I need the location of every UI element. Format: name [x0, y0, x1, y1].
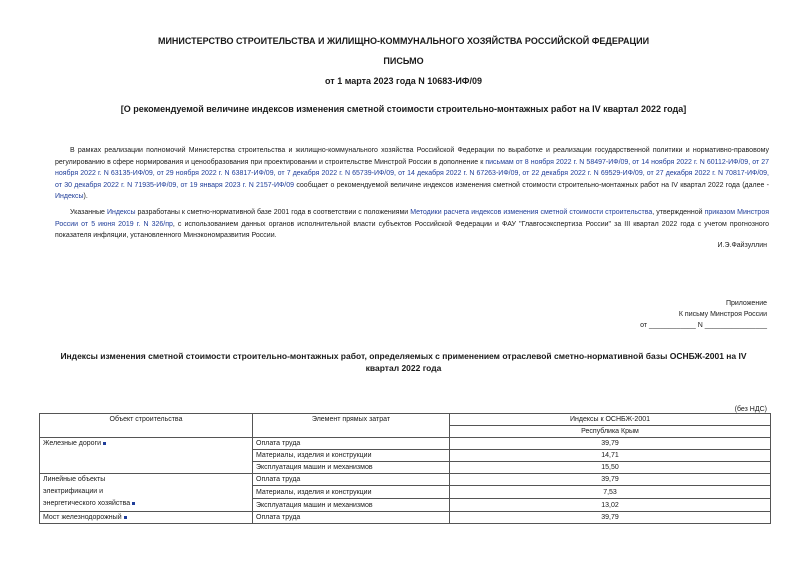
doc-subject: [О рекомендуемой величине индексов изменения сметной стоимости строительно-монтажных работ на IV квартал 2022 года] [120, 104, 687, 114]
doc-type-heading: ПИСЬМО [383, 56, 424, 66]
value-cell: 13,02 [450, 499, 771, 512]
paragraph-basis-text-a: Указанные [70, 209, 107, 216]
object-name: Железные дороги [43, 440, 102, 447]
paragraph-intro-text-c: ). [83, 193, 88, 200]
element-cell: Эксплуатация машин и механизмов [253, 499, 450, 512]
indexes-link-2[interactable]: Индексы [106, 209, 136, 216]
object-name-line: Линейные объекты [43, 476, 106, 483]
value-cell: 39,79 [450, 474, 771, 486]
value-cell: 14,71 [450, 450, 771, 462]
paragraph-basis-text-b: разработаны к сметно-нормативной базе 2001 года в соответствии с положениями [135, 209, 411, 216]
table-row [40, 438, 771, 450]
table-row [40, 474, 771, 486]
table-title [45, 350, 762, 374]
paragraph-basis-text-c: , утвержденной [652, 209, 705, 216]
paragraph-intro [55, 145, 769, 203]
element-cell: Эксплуатация машин и механизмов [253, 462, 450, 474]
doc-date-number: от 1 марта 2023 года N 10683-ИФ/09 [325, 76, 482, 86]
element-cell: Оплата труда [253, 474, 450, 486]
paragraph-basis-text-d: , с использованием данных органов исполнительной власти субъектов Российской Федерации и ФАУ "Главгосэкспертиза России" за III квартал 2022 года с учетом прогнозного показателя инфляции, установленного Минэкономразвития России. [55, 220, 769, 239]
table-title-text: Индексы изменения сметной стоимости строительно-монтажных работ, определяемых с применением отраслевой сметно-нормативной базы ОСНБЖ-2001 на IV квартал 2022 года [60, 351, 747, 373]
letters-link[interactable]: письмам от 8 ноября 2022 г. N 58497-ИФ/09, от 14 ноября 2022 г. N 60112-ИФ/09, от 27 ноября 2022 г. N 63135-ИФ/09, от 29 ноября 2022 г. N 63817-ИФ/09, от 7 декабря 2022 г. N 65739-ИФ/09, от 14 декабря 2022 г. N 67263-ИФ/09, от 22 декабря 2022 г. N 69529-ИФ/09, от 27 декабря 2022 г. N 70817-ИФ/09, от 30 декабря 2022 г. N 71935-ИФ/09, от 19 января 2023 г. N 2157-ИФ/09 [55, 158, 769, 189]
indexes-link[interactable]: Индексы [55, 193, 84, 200]
indexes-table [39, 413, 771, 524]
order-link[interactable]: приказом Минстроя России от 5 июня 2019 г. N 326/пр [55, 209, 769, 228]
signature: И.Э.Файзуллин [717, 242, 767, 249]
header-object: Объект строительства [40, 414, 253, 438]
value-cell: 39,79 [450, 438, 771, 450]
element-cell: Оплата труда [253, 438, 450, 450]
element-cell: Оплата труда [253, 512, 450, 524]
value-cell: 7,53 [450, 486, 771, 499]
table-row [40, 512, 771, 524]
appendix-label: Приложение [725, 300, 767, 307]
object-name-line: электрификации и [43, 488, 104, 495]
note-marker-icon[interactable] [132, 502, 135, 505]
object-cell [40, 474, 253, 512]
note-marker-icon[interactable] [124, 516, 127, 519]
object-name: Мост железнодорожный [43, 514, 122, 521]
element-cell: Материалы, изделия и конструкции [253, 486, 450, 499]
paragraph-intro-text-b: сообщает о рекомендуемой величине индексов изменения сметной стоимости строительно-монтажных работ на IV квартал 2022 года (далее - [294, 181, 769, 189]
object-cell [40, 512, 253, 524]
paragraph-basis [55, 207, 769, 242]
header-indexes: Индексы к ОСНБЖ-2001 [450, 414, 771, 426]
vat-note: (без НДС) [734, 406, 767, 413]
object-cell [40, 438, 253, 474]
object-name-line: энергетического хозяйства [43, 498, 249, 510]
table-header-row [40, 414, 771, 426]
value-cell: 15,50 [450, 462, 771, 474]
note-marker-icon[interactable] [103, 442, 106, 445]
appendix-reference: К письму Минстроя России [678, 311, 767, 318]
appendix-date-number: от ____________ N ________________ [640, 322, 767, 329]
paragraph-intro-text-a: В рамках реализации полномочий Министерства строительства и жилищно-коммунального хозяйства Российской Федерации по выработке и реализации государственной политики и нормативно-правовому регулированию в сфере нормирования и ценообразования при проектировании и строительстве Минстрой России в дополнение к [55, 147, 769, 166]
element-cell: Материалы, изделия и конструкции [253, 450, 450, 462]
ministry-heading: МИНИСТЕРСТВО СТРОИТЕЛЬСТВА И ЖИЛИЩНО-КОММУНАЛЬНОГО ХОЗЯЙСТВА РОССИЙСКОЙ ФЕДЕРАЦИИ [157, 36, 650, 46]
header-region: Республика Крым [450, 426, 771, 438]
methodology-link[interactable]: Методики расчета индексов изменения сметной стоимости строительства [410, 209, 653, 216]
header-element: Элемент прямых затрат [253, 414, 450, 438]
value-cell: 39,79 [450, 512, 771, 524]
